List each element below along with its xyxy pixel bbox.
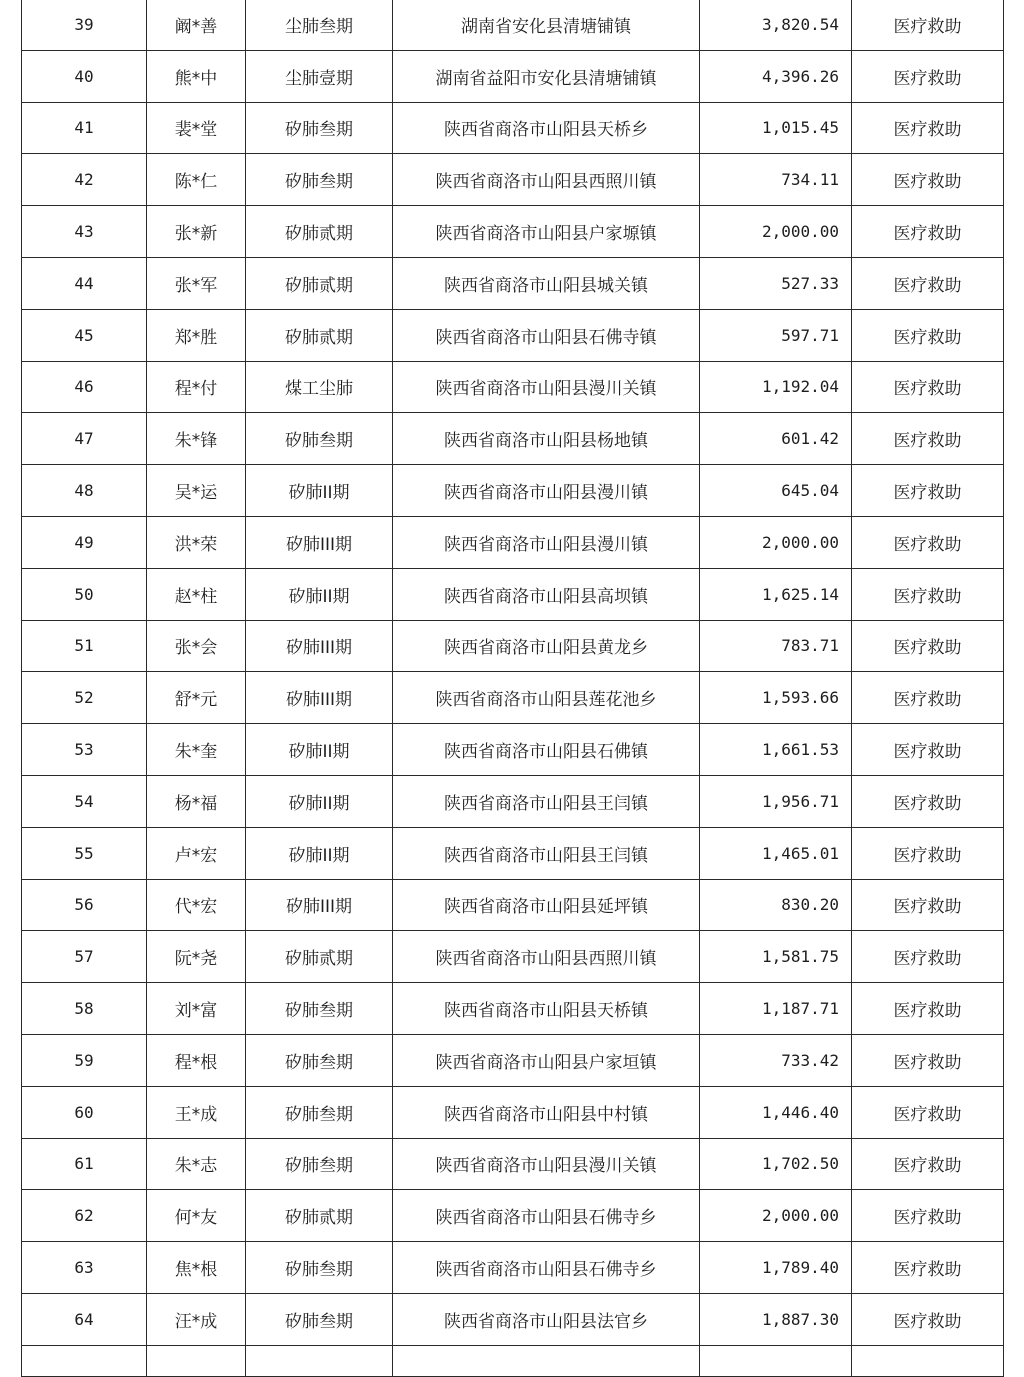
diagnosis-cell: 矽肺叁期	[246, 102, 393, 154]
amount-cell: 783.71	[700, 620, 852, 672]
table-row	[22, 1034, 1004, 1086]
diagnosis-cell: 矽肺贰期	[246, 257, 393, 309]
aid-type-cell: 医疗救助	[852, 516, 1004, 568]
address-cell: 陕西省商洛市山阳县莲花池乡	[393, 672, 700, 724]
diagnosis-cell: 矽肺II期	[246, 775, 393, 827]
amount-cell	[700, 1345, 852, 1376]
table-row	[22, 413, 1004, 465]
diagnosis-cell: 矽肺贰期	[246, 1190, 393, 1242]
name-cell: 朱*志	[147, 1138, 246, 1190]
aid-type-cell: 医疗救助	[852, 102, 1004, 154]
amount-cell: 2,000.00	[700, 1190, 852, 1242]
address-cell: 陕西省商洛市山阳县黄龙乡	[393, 620, 700, 672]
amount-cell: 645.04	[700, 465, 852, 517]
table-body	[22, 0, 1004, 1376]
diagnosis-cell: 矽肺III期	[246, 672, 393, 724]
aid-type-cell: 医疗救助	[852, 931, 1004, 983]
amount-cell: 1,581.75	[700, 931, 852, 983]
row-number-cell: 52	[22, 672, 147, 724]
row-number-cell: 47	[22, 413, 147, 465]
row-number-cell: 54	[22, 775, 147, 827]
address-cell: 湖南省益阳市安化县清塘铺镇	[393, 50, 700, 102]
row-number-cell: 48	[22, 465, 147, 517]
table-row	[22, 931, 1004, 983]
address-cell: 陕西省商洛市山阳县天桥镇	[393, 983, 700, 1035]
address-cell: 陕西省商洛市山阳县王闫镇	[393, 775, 700, 827]
aid-type-cell: 医疗救助	[852, 1034, 1004, 1086]
amount-cell: 3,820.54	[700, 0, 852, 50]
name-cell: 陈*仁	[147, 154, 246, 206]
address-cell: 陕西省商洛市山阳县城关镇	[393, 257, 700, 309]
address-cell: 陕西省商洛市山阳县漫川镇	[393, 516, 700, 568]
table-row	[22, 1138, 1004, 1190]
aid-type-cell: 医疗救助	[852, 206, 1004, 258]
table-row	[22, 154, 1004, 206]
row-number-cell	[22, 1345, 147, 1376]
table-row	[22, 672, 1004, 724]
address-cell: 陕西省商洛市山阳县王闫镇	[393, 827, 700, 879]
name-cell: 阮*尧	[147, 931, 246, 983]
aid-type-cell: 医疗救助	[852, 154, 1004, 206]
aid-type-cell: 医疗救助	[852, 413, 1004, 465]
table-row	[22, 516, 1004, 568]
diagnosis-cell: 矽肺叁期	[246, 1086, 393, 1138]
diagnosis-cell: 矽肺II期	[246, 827, 393, 879]
amount-cell: 733.42	[700, 1034, 852, 1086]
name-cell: 张*新	[147, 206, 246, 258]
amount-cell: 4,396.26	[700, 50, 852, 102]
table-row	[22, 1086, 1004, 1138]
diagnosis-cell: 矽肺贰期	[246, 309, 393, 361]
diagnosis-cell: 矽肺叁期	[246, 413, 393, 465]
diagnosis-cell: 矽肺叁期	[246, 154, 393, 206]
address-cell: 陕西省商洛市山阳县西照川镇	[393, 154, 700, 206]
address-cell: 陕西省商洛市山阳县石佛寺乡	[393, 1242, 700, 1294]
diagnosis-cell: 矽肺贰期	[246, 206, 393, 258]
name-cell: 张*会	[147, 620, 246, 672]
address-cell: 陕西省商洛市山阳县中村镇	[393, 1086, 700, 1138]
address-cell: 陕西省商洛市山阳县法官乡	[393, 1293, 700, 1345]
row-number-cell: 41	[22, 102, 147, 154]
diagnosis-cell: 矽肺叁期	[246, 1242, 393, 1294]
table-row	[22, 102, 1004, 154]
row-number-cell: 53	[22, 724, 147, 776]
aid-type-cell: 医疗救助	[852, 309, 1004, 361]
diagnosis-cell: 矽肺III期	[246, 620, 393, 672]
address-cell: 陕西省商洛市山阳县户家垣镇	[393, 1034, 700, 1086]
address-cell: 陕西省商洛市山阳县石佛寺乡	[393, 1190, 700, 1242]
row-number-cell: 44	[22, 257, 147, 309]
amount-cell: 1,446.40	[700, 1086, 852, 1138]
amount-cell: 2,000.00	[700, 206, 852, 258]
amount-cell: 1,625.14	[700, 568, 852, 620]
table-row	[22, 724, 1004, 776]
diagnosis-cell: 尘肺叁期	[246, 0, 393, 50]
row-number-cell: 64	[22, 1293, 147, 1345]
aid-type-cell: 医疗救助	[852, 1293, 1004, 1345]
diagnosis-cell: 矽肺II期	[246, 724, 393, 776]
name-cell	[147, 1345, 246, 1376]
amount-cell: 597.71	[700, 309, 852, 361]
row-number-cell: 49	[22, 516, 147, 568]
name-cell: 吴*运	[147, 465, 246, 517]
amount-cell: 1,465.01	[700, 827, 852, 879]
name-cell: 熊*中	[147, 50, 246, 102]
row-number-cell: 42	[22, 154, 147, 206]
name-cell: 王*成	[147, 1086, 246, 1138]
name-cell: 朱*奎	[147, 724, 246, 776]
diagnosis-cell: 矽肺II期	[246, 465, 393, 517]
row-number-cell: 40	[22, 50, 147, 102]
row-number-cell: 46	[22, 361, 147, 413]
row-number-cell: 45	[22, 309, 147, 361]
diagnosis-cell: 矽肺III期	[246, 879, 393, 931]
table-row	[22, 361, 1004, 413]
name-cell: 阚*善	[147, 0, 246, 50]
aid-type-cell: 医疗救助	[852, 672, 1004, 724]
table-row	[22, 620, 1004, 672]
diagnosis-cell: 矽肺叁期	[246, 1138, 393, 1190]
table-row	[22, 1190, 1004, 1242]
amount-cell: 734.11	[700, 154, 852, 206]
name-cell: 卢*宏	[147, 827, 246, 879]
address-cell: 陕西省商洛市山阳县户家塬镇	[393, 206, 700, 258]
name-cell: 程*付	[147, 361, 246, 413]
address-cell: 陕西省商洛市山阳县漫川关镇	[393, 361, 700, 413]
aid-type-cell: 医疗救助	[852, 620, 1004, 672]
row-number-cell: 59	[22, 1034, 147, 1086]
table-row	[22, 879, 1004, 931]
diagnosis-cell: 矽肺叁期	[246, 1293, 393, 1345]
name-cell: 何*友	[147, 1190, 246, 1242]
table-row	[22, 568, 1004, 620]
address-cell	[393, 1345, 700, 1376]
amount-cell: 1,593.66	[700, 672, 852, 724]
address-cell: 陕西省商洛市山阳县延坪镇	[393, 879, 700, 931]
aid-type-cell: 医疗救助	[852, 568, 1004, 620]
amount-cell: 830.20	[700, 879, 852, 931]
diagnosis-cell: 矽肺叁期	[246, 1034, 393, 1086]
amount-cell: 1,887.30	[700, 1293, 852, 1345]
row-number-cell: 50	[22, 568, 147, 620]
address-cell: 陕西省商洛市山阳县石佛寺镇	[393, 309, 700, 361]
aid-type-cell: 医疗救助	[852, 361, 1004, 413]
amount-cell: 1,661.53	[700, 724, 852, 776]
table-row	[22, 827, 1004, 879]
diagnosis-cell: 矽肺贰期	[246, 931, 393, 983]
table-row	[22, 1293, 1004, 1345]
aid-type-cell: 医疗救助	[852, 1086, 1004, 1138]
amount-cell: 1,956.71	[700, 775, 852, 827]
aid-type-cell: 医疗救助	[852, 465, 1004, 517]
address-cell: 陕西省商洛市山阳县漫川镇	[393, 465, 700, 517]
address-cell: 陕西省商洛市山阳县西照川镇	[393, 931, 700, 983]
aid-type-cell: 医疗救助	[852, 257, 1004, 309]
name-cell: 洪*荣	[147, 516, 246, 568]
name-cell: 朱*锋	[147, 413, 246, 465]
amount-cell: 1,015.45	[700, 102, 852, 154]
table-row	[22, 50, 1004, 102]
row-number-cell: 51	[22, 620, 147, 672]
name-cell: 程*根	[147, 1034, 246, 1086]
address-cell: 陕西省商洛市山阳县漫川关镇	[393, 1138, 700, 1190]
amount-cell: 1,789.40	[700, 1242, 852, 1294]
amount-cell: 1,192.04	[700, 361, 852, 413]
aid-type-cell: 医疗救助	[852, 879, 1004, 931]
aid-type-cell	[852, 1345, 1004, 1376]
table-row-partial	[22, 1345, 1004, 1376]
diagnosis-cell	[246, 1345, 393, 1376]
table-row	[22, 775, 1004, 827]
aid-type-cell: 医疗救助	[852, 1190, 1004, 1242]
name-cell: 张*军	[147, 257, 246, 309]
table-row	[22, 983, 1004, 1035]
row-number-cell: 39	[22, 0, 147, 50]
name-cell: 杨*福	[147, 775, 246, 827]
name-cell: 代*宏	[147, 879, 246, 931]
row-number-cell: 57	[22, 931, 147, 983]
aid-type-cell: 医疗救助	[852, 1138, 1004, 1190]
diagnosis-cell: 矽肺II期	[246, 568, 393, 620]
diagnosis-cell: 矽肺叁期	[246, 983, 393, 1035]
name-cell: 汪*成	[147, 1293, 246, 1345]
table-row	[22, 0, 1004, 50]
table-row	[22, 465, 1004, 517]
row-number-cell: 63	[22, 1242, 147, 1294]
address-cell: 陕西省商洛市山阳县石佛镇	[393, 724, 700, 776]
name-cell: 赵*柱	[147, 568, 246, 620]
aid-type-cell: 医疗救助	[852, 0, 1004, 50]
address-cell: 陕西省商洛市山阳县高坝镇	[393, 568, 700, 620]
amount-cell: 2,000.00	[700, 516, 852, 568]
address-cell: 陕西省商洛市山阳县杨地镇	[393, 413, 700, 465]
address-cell: 湖南省安化县清塘铺镇	[393, 0, 700, 50]
table-row	[22, 1242, 1004, 1294]
diagnosis-cell: 尘肺壹期	[246, 50, 393, 102]
amount-cell: 601.42	[700, 413, 852, 465]
amount-cell: 1,702.50	[700, 1138, 852, 1190]
row-number-cell: 43	[22, 206, 147, 258]
address-cell: 陕西省商洛市山阳县天桥乡	[393, 102, 700, 154]
aid-type-cell: 医疗救助	[852, 827, 1004, 879]
amount-cell: 527.33	[700, 257, 852, 309]
aid-type-cell: 医疗救助	[852, 724, 1004, 776]
row-number-cell: 56	[22, 879, 147, 931]
name-cell: 裴*堂	[147, 102, 246, 154]
amount-cell: 1,187.71	[700, 983, 852, 1035]
aid-type-cell: 医疗救助	[852, 1242, 1004, 1294]
aid-recipient-table	[21, 0, 1004, 1377]
row-number-cell: 62	[22, 1190, 147, 1242]
name-cell: 舒*元	[147, 672, 246, 724]
table-row	[22, 309, 1004, 361]
table-row	[22, 206, 1004, 258]
name-cell: 焦*根	[147, 1242, 246, 1294]
aid-type-cell: 医疗救助	[852, 50, 1004, 102]
diagnosis-cell: 煤工尘肺	[246, 361, 393, 413]
row-number-cell: 61	[22, 1138, 147, 1190]
table-row	[22, 257, 1004, 309]
name-cell: 郑*胜	[147, 309, 246, 361]
aid-type-cell: 医疗救助	[852, 775, 1004, 827]
row-number-cell: 58	[22, 983, 147, 1035]
diagnosis-cell: 矽肺III期	[246, 516, 393, 568]
aid-type-cell: 医疗救助	[852, 983, 1004, 1035]
row-number-cell: 60	[22, 1086, 147, 1138]
row-number-cell: 55	[22, 827, 147, 879]
name-cell: 刘*富	[147, 983, 246, 1035]
